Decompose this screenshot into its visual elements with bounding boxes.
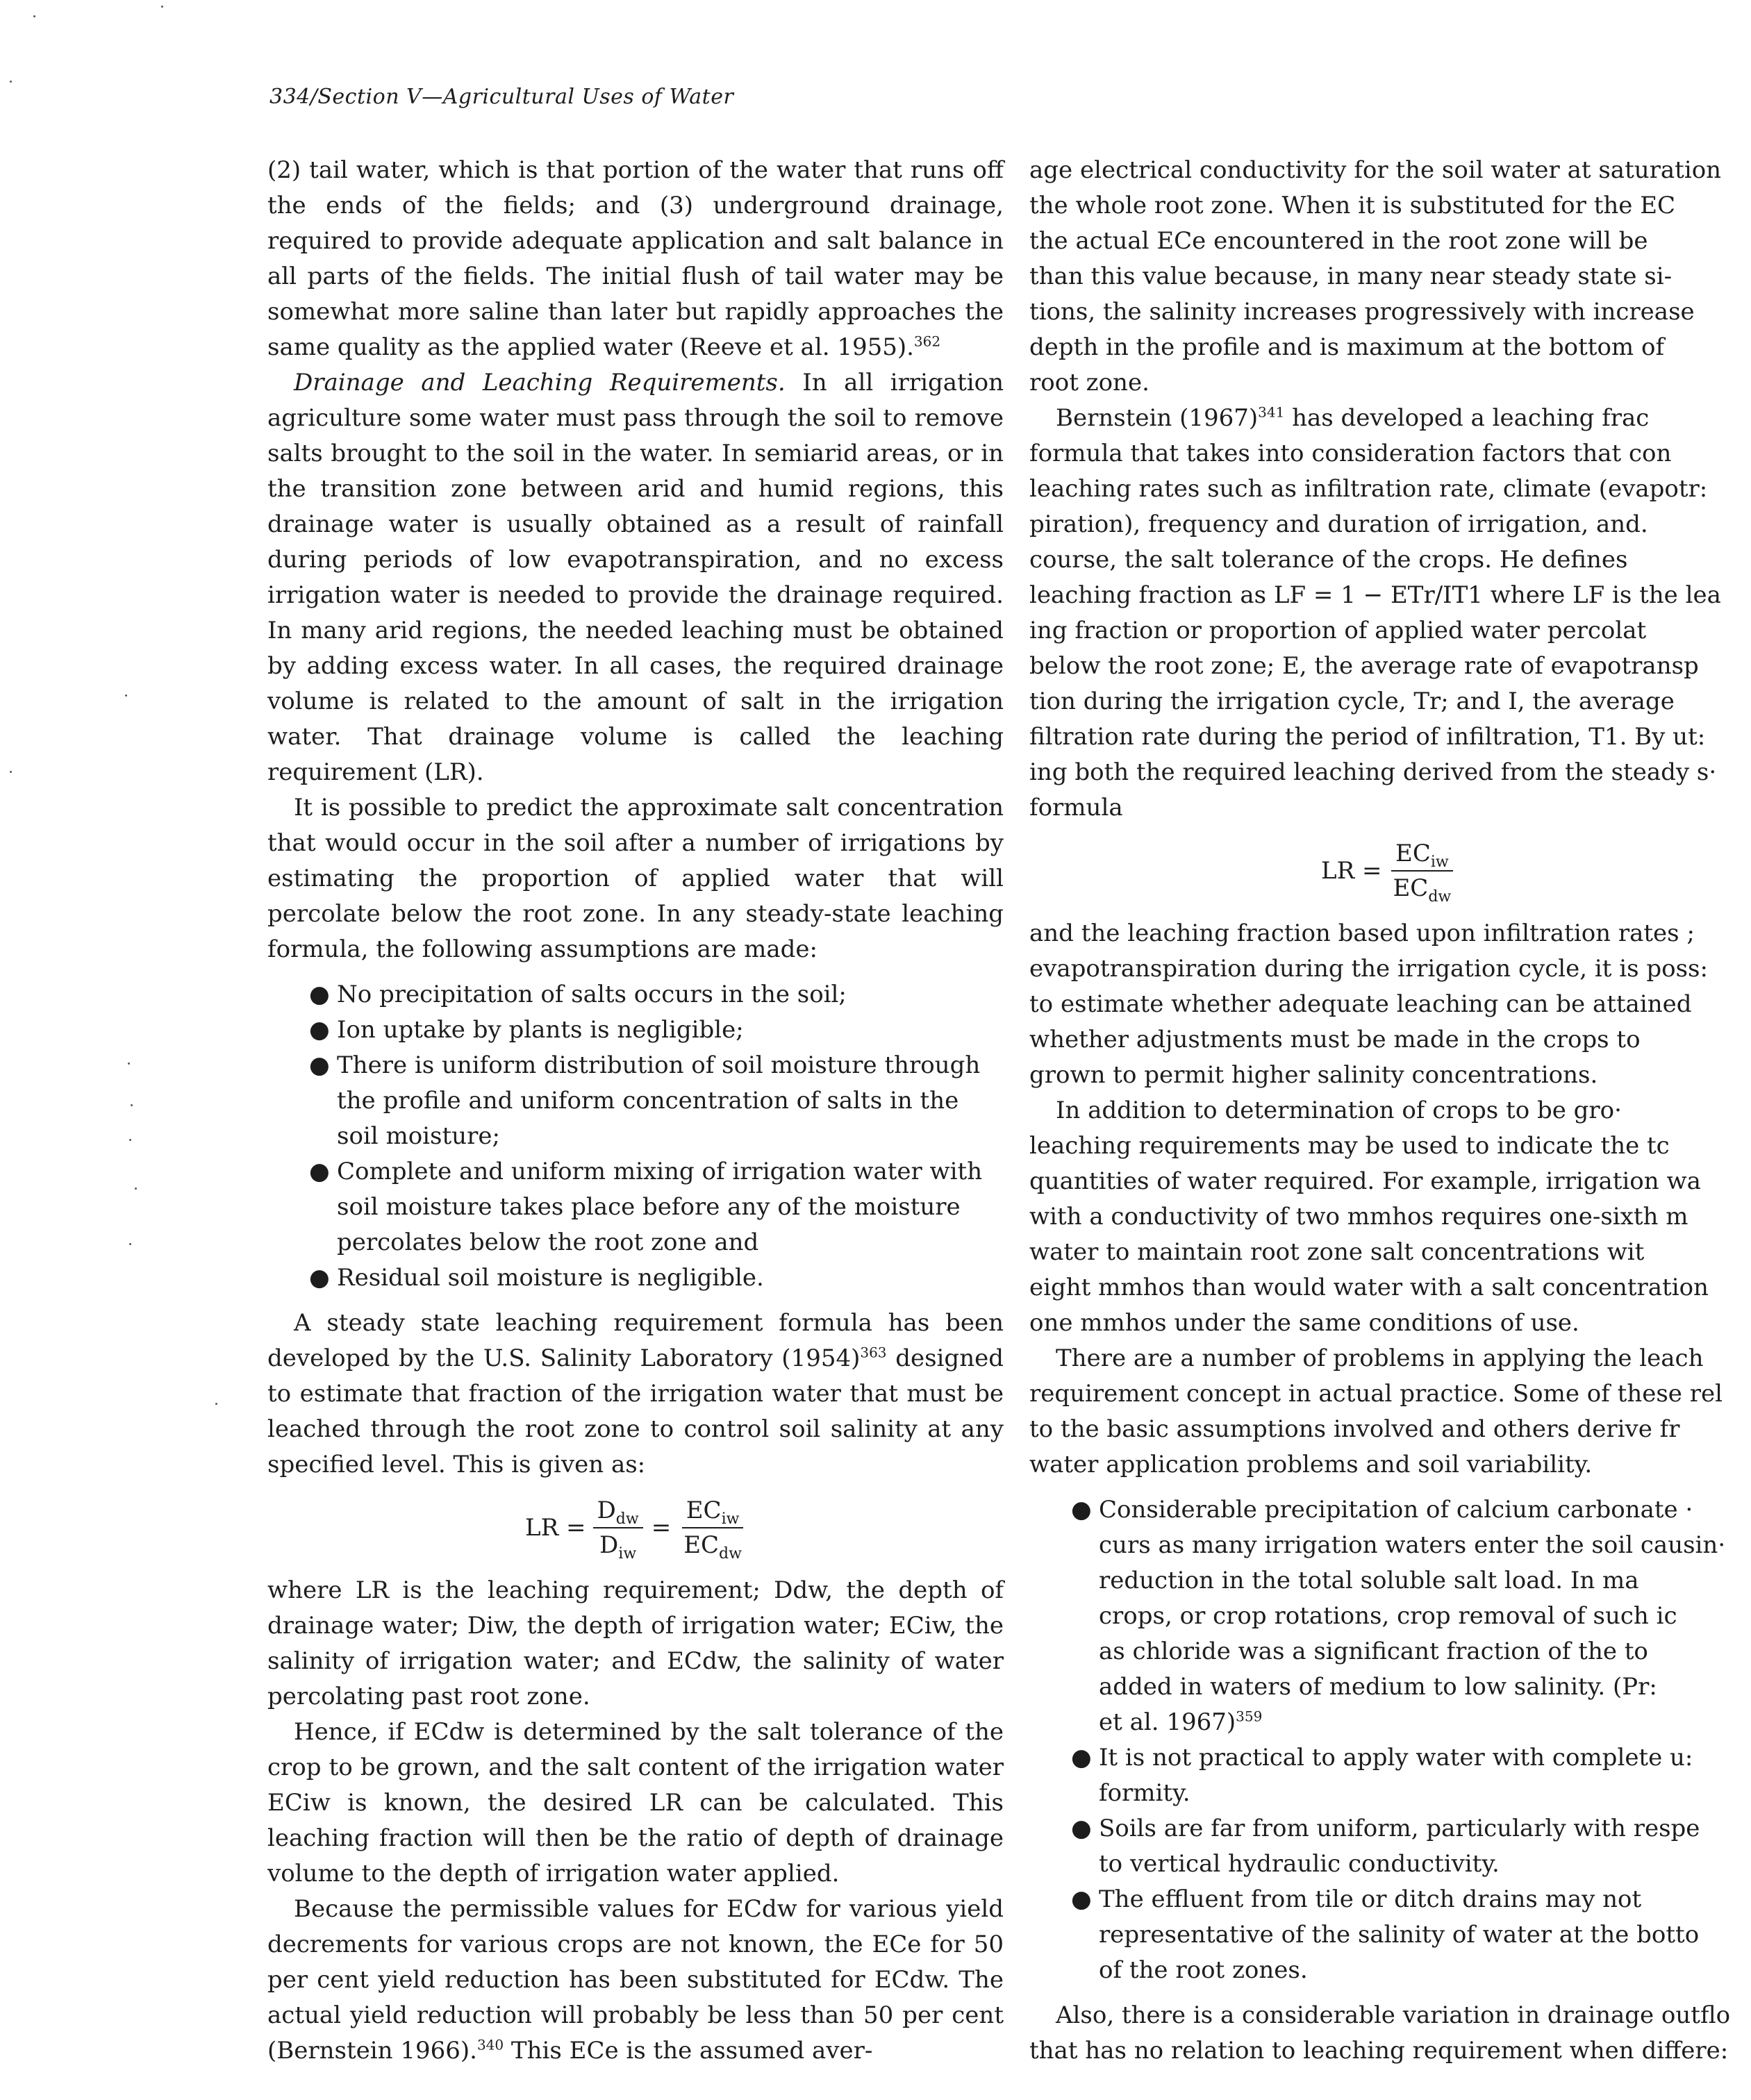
paragraph: where LR is the leaching requirement; Ddw, the depth of drainage water; Diw, the depth of irrigation water; ECiw, the salinity of irrigation water; and ECdw, the salinity of water percolating past root zone. bbox=[267, 1576, 1004, 1710]
list-item: ● There is uniform distribution of soil moisture through the profile and uniform concentration of salts in the soil moisture; bbox=[305, 1048, 1004, 1154]
paragraph: Hence, if ECdw is determined by the salt tolerance of the crop to be grown, and the salt content of the irrigation water ECiw is known, the desired LR can be calculated. This leaching fraction will then be the ratio of depth of drainage volume to the depth of irrigation water applied. bbox=[267, 1718, 1004, 1888]
text-line: In addition to determination of crops to be gro· bbox=[1056, 1097, 1622, 1124]
scan-speck bbox=[129, 1139, 131, 1141]
paragraph: It is possible to predict the approximate salt concentration that would occur in the soil after a number of irrigations by estimating the proportion of applied water that will percolate below the root zone. In any steady-state leaching formula, the following assumptions are made: bbox=[267, 794, 1004, 963]
text-line: leaching requirements may be used to indicate the tc bbox=[1029, 1132, 1670, 1160]
list-item: ● Complete and uniform mixing of irrigation water with soil moisture takes place before any of the moisture percolates below the root zone and bbox=[305, 1154, 1004, 1260]
text-line: leaching rates such as infiltration rate, climate (evapotr: bbox=[1029, 475, 1708, 503]
list-item: ● The effluent from tile or ditch drains may not representative of the salinity of water at the botto of the root zones. bbox=[1067, 1882, 1751, 1988]
scan-speck bbox=[10, 771, 12, 773]
bullet-icon: ● bbox=[309, 981, 330, 1008]
text-line: depth in the profile and is maximum at the bottom of bbox=[1029, 333, 1665, 361]
text-line: ing both the required leaching derived from the steady s· bbox=[1029, 758, 1717, 786]
text-line: requirement concept in actual practice. Some of these rel bbox=[1029, 1380, 1723, 1408]
text-line: to estimate whether adequate leaching can be attained bbox=[1029, 990, 1692, 1018]
scan-speck bbox=[161, 6, 163, 8]
leaching-fraction-formula: LR = $\frac{EC_{iw}}{EC_{dw}}$ bbox=[1029, 840, 1751, 902]
bullet-icon: ● bbox=[1071, 1815, 1092, 1842]
list-item: ● It is not practical to apply water with complete u: formity. bbox=[1067, 1740, 1751, 1811]
scan-speck bbox=[135, 1188, 137, 1190]
bullet-icon: ● bbox=[309, 1016, 330, 1044]
bullet-icon: ● bbox=[309, 1158, 330, 1185]
text-line: There are a number of problems in applying the leach bbox=[1056, 1344, 1704, 1372]
text-line: evapotranspiration during the irrigation cycle, it is poss: bbox=[1029, 955, 1708, 983]
bullet-icon: ● bbox=[1071, 1744, 1092, 1772]
text-line: and the leaching fraction based upon infiltration rates ; bbox=[1029, 919, 1695, 947]
scan-speck bbox=[128, 1062, 130, 1065]
text-line: to the basic assumptions involved and others derive fr bbox=[1029, 1415, 1680, 1443]
text-line: formula that takes into consideration factors that con bbox=[1029, 440, 1672, 467]
left-column bbox=[267, 153, 1004, 2069]
text-line: tions, the salinity increases progressively with increase bbox=[1029, 298, 1695, 326]
scan-speck bbox=[10, 81, 12, 83]
scan-speck bbox=[131, 1104, 133, 1106]
section-runin-heading: Drainage and Leaching Requirements. bbox=[294, 369, 786, 397]
text-line: below the root zone; E, the average rate of evapotransp bbox=[1029, 652, 1699, 680]
problem-list bbox=[1029, 1492, 1751, 1988]
text-line: that has no relation to leaching requirement when differe: bbox=[1029, 2037, 1729, 2065]
scan-speck bbox=[215, 1403, 217, 1405]
list-item: ● Soils are far from uniform, particularly with respe to vertical hydraulic conductivity. bbox=[1067, 1811, 1751, 1882]
text-line: ing fraction or proportion of applied water percolat bbox=[1029, 617, 1647, 644]
paragraph: A steady state leaching requirement formula has been developed by the U.S. Salinity Laboratory $(1954)^{363}$ designed to estimate that fraction of the irrigation water that must be leached through the root zone to control soil salinity at any specified level. This is given as: bbox=[267, 1309, 1004, 1478]
text-line: eight mmhos than would water with a salt concentration bbox=[1029, 1274, 1709, 1301]
scan-speck bbox=[125, 694, 127, 697]
text-line: course, the salt tolerance of the crops. He defines bbox=[1029, 546, 1628, 574]
text-line: Bernstein $(1967)^{341}$ has developed a leaching frac bbox=[1056, 403, 1650, 432]
bullet-icon: ● bbox=[1071, 1496, 1092, 1524]
running-header: 334/Section V—Agricultural Uses of Water bbox=[269, 85, 734, 109]
text-line: tion during the irrigation cycle, Tr; and I, the average bbox=[1029, 688, 1675, 715]
text-line: Also, there is a considerable variation in drainage outflo bbox=[1056, 2001, 1731, 2029]
text-line: quantities of water required. For example, irrigation wa bbox=[1029, 1167, 1701, 1195]
list-item: ● Residual soil moisture is negligible. bbox=[305, 1260, 1004, 1296]
text-line: than this value because, in many near steady state si- bbox=[1029, 262, 1673, 290]
paragraph: Because the permissible values for ECdw for various yield decrements for various crops are not known, the ECe for 50 per cent yield reduction has been substituted for ECdw. The actual yield reduction will probably be less than 50 per cent (Bernstein 1966).$^{340}$ This ECe is the assumed aver- bbox=[267, 1895, 1004, 2065]
assumption-list bbox=[267, 977, 1004, 1296]
scan-speck bbox=[129, 1243, 131, 1245]
bullet-icon: ● bbox=[309, 1051, 330, 1079]
text-line: grown to permit higher salinity concentrations. bbox=[1029, 1061, 1598, 1089]
text-line: the actual ECe encountered in the root zone will be bbox=[1029, 227, 1648, 255]
bullet-icon: ● bbox=[309, 1264, 330, 1292]
text-line: age electrical conductivity for the soil water at saturation bbox=[1029, 156, 1722, 184]
bullet-icon: ● bbox=[1071, 1885, 1092, 1913]
text-line: root zone. bbox=[1029, 369, 1150, 397]
text-line: filtration rate during the period of infiltration, T1. By ut: bbox=[1029, 723, 1706, 751]
text-line: water application problems and soil variability. bbox=[1029, 1451, 1593, 1478]
paragraph: Drainage and Leaching Requirements. In all irrigation agriculture some water must pass through the soil to remove salts brought to the soil in the water. In semiarid areas, or in the transition zone between arid and humid regions, this drainage water is usually obtained as a result of rainfall during periods of low evapotranspiration, and no excess irrigation water is needed to provide the drainage required. In many arid regions, the needed leaching must be obtained by adding excess water. In all cases, the required drainage volume is related to the amount of salt in the irrigation water. That drainage volume is called the leaching requirement (LR). bbox=[267, 369, 1004, 786]
list-item: ● Considerable precipitation of calcium carbonate · curs as many irrigation waters enter the soil causin· reduction in the total soluble salt load. In ma crops, or crop rotations, crop removal of such ic as chloride was a significant fraction of the to added in waters of medium to low salinity. (Pr: et al. 1967)$^{359}$ bbox=[1067, 1492, 1751, 1740]
text-line: formula bbox=[1029, 794, 1123, 822]
text-line: whether adjustments must be made in the crops to bbox=[1029, 1026, 1641, 1053]
scan-speck bbox=[33, 15, 35, 17]
text-line: water to maintain root zone salt concentrations wit bbox=[1029, 1238, 1645, 1266]
right-column bbox=[1029, 153, 1751, 2069]
text-line: piration), frequency and duration of irrigation, and. bbox=[1029, 510, 1648, 538]
leaching-requirement-formula: LR = $\frac{D_{dw}}{D_{iw}}$ = $\frac{EC_{iw}}{EC_{dw}}$ bbox=[267, 1497, 1004, 1559]
text-line: the whole root zone. When it is substituted for the EC bbox=[1029, 192, 1676, 219]
text-line: leaching fraction as LF = 1 − ETr/IT1 where LF is the lea bbox=[1029, 581, 1721, 609]
text-line: one mmhos under the same conditions of use. bbox=[1029, 1309, 1579, 1337]
list-item: ● Ion uptake by plants is negligible; bbox=[305, 1012, 1004, 1048]
list-item: ● No precipitation of salts occurs in the soil; bbox=[305, 977, 1004, 1012]
text-line: with a conductivity of two mmhos requires one-sixth m bbox=[1029, 1203, 1688, 1231]
paragraph: (2) tail water, which is that portion of the water that runs off the ends of the fields; and (3) underground drainage, required to provide adequate application and salt balance in all parts of the fields. The initial flush of tail water may be somewhat more saline than later but rapidly approaches the same quality as the applied water (Reeve et al. 1955).$^{362}$ bbox=[267, 156, 1004, 361]
